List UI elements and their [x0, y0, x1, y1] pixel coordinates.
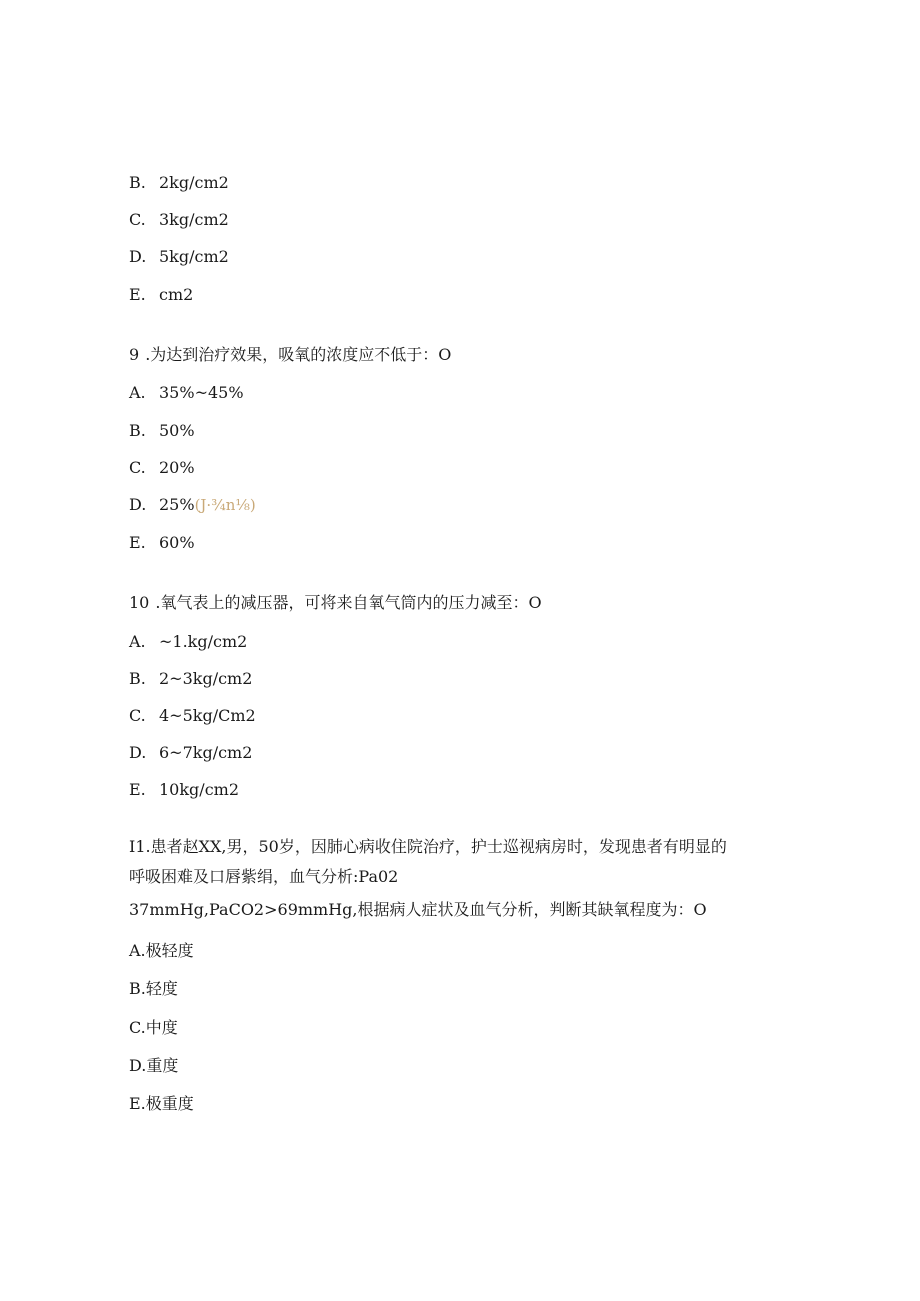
q10-option-b [129, 669, 252, 689]
option-text: 25% [159, 495, 195, 514]
option-text: cm2 [159, 285, 194, 304]
option-letter: E. [129, 285, 146, 304]
q9-option-d [129, 495, 256, 515]
option-letter: D. [129, 1056, 147, 1075]
q9-option-c [129, 458, 195, 478]
q9-option-e [129, 533, 195, 553]
option-text: 重度 [146, 1056, 179, 1075]
option-letter: A. [129, 383, 146, 402]
answer-annotation: (J·¾n⅛) [194, 496, 256, 514]
q10-option-a [129, 632, 247, 652]
option-letter: E. [129, 533, 146, 552]
question-number: 10 [129, 593, 150, 612]
option-letter: E. [129, 1094, 146, 1113]
q11-option-b [129, 979, 178, 999]
option-letter: C. [129, 210, 146, 229]
option-text: 极重度 [145, 1094, 194, 1113]
q11-stem-line-1: I1.患者赵XX,男，50岁，因肺心病收住院治疗，护士巡视病房时，发现患者有明显的 [129, 837, 727, 856]
q11-option-a [129, 941, 194, 961]
option-letter: B. [129, 979, 146, 998]
option-letter: A. [129, 941, 146, 960]
q8-option-e [129, 285, 193, 305]
option-text: 60% [159, 533, 195, 552]
option-text: 极轻度 [145, 941, 194, 960]
option-text: 轻度 [145, 979, 178, 998]
option-letter: E. [129, 780, 146, 799]
q8-option-b [129, 173, 229, 193]
question-number: 9 [129, 345, 140, 364]
option-letter: B. [129, 669, 146, 688]
option-text: 20% [159, 458, 195, 477]
q11-option-c [129, 1018, 178, 1038]
q11-stem-line-2: 呼吸困难及口唇紫绢，血气分析:Pa02 [129, 867, 399, 886]
option-letter: B. [129, 173, 146, 192]
q11-option-e [129, 1094, 194, 1114]
option-text: 5kg∕cm2 [159, 247, 229, 266]
option-letter: C. [129, 458, 146, 477]
option-text: 4~5kg∕Cm2 [159, 706, 256, 725]
q10-stem [129, 593, 542, 613]
option-text: 中度 [145, 1018, 178, 1037]
option-text: 10kg∕cm2 [159, 780, 239, 799]
option-text: 3kg∕cm2 [159, 210, 229, 229]
q9-stem [129, 345, 451, 365]
question-text: .氧气表上的减压器，可将来自氧气筒内的压力减至：O [155, 593, 542, 612]
option-text: 2~3kg∕cm2 [159, 669, 253, 688]
q8-option-d [129, 247, 229, 267]
option-letter: C. [129, 1018, 146, 1037]
q10-option-e [129, 780, 239, 800]
q10-option-c [129, 706, 256, 726]
option-text: 35%~45% [159, 383, 244, 402]
q8-option-c [129, 210, 229, 230]
option-text: 50% [159, 421, 195, 440]
option-letter: B. [129, 421, 146, 440]
question-text: .为达到治疗效果，吸氧的浓度应不低于：O [145, 345, 452, 364]
option-letter: D. [129, 495, 147, 514]
q11-option-d [129, 1056, 178, 1076]
option-letter: C. [129, 706, 146, 725]
option-text: 6~7kg∕cm2 [159, 743, 253, 762]
option-text: ~1.kg∕cm2 [159, 632, 248, 651]
q10-option-d [129, 743, 252, 763]
option-letter: A. [129, 632, 146, 651]
option-text: 2kg∕cm2 [159, 173, 229, 192]
option-letter: D. [129, 743, 147, 762]
q9-option-a [129, 383, 244, 403]
q11-stem-line-3: 37mmHg,PaCO2>69mmHg,根据病人症状及血气分析，判断其缺氧程度为：O [129, 900, 707, 919]
q9-option-b [129, 421, 195, 441]
option-letter: D. [129, 247, 147, 266]
